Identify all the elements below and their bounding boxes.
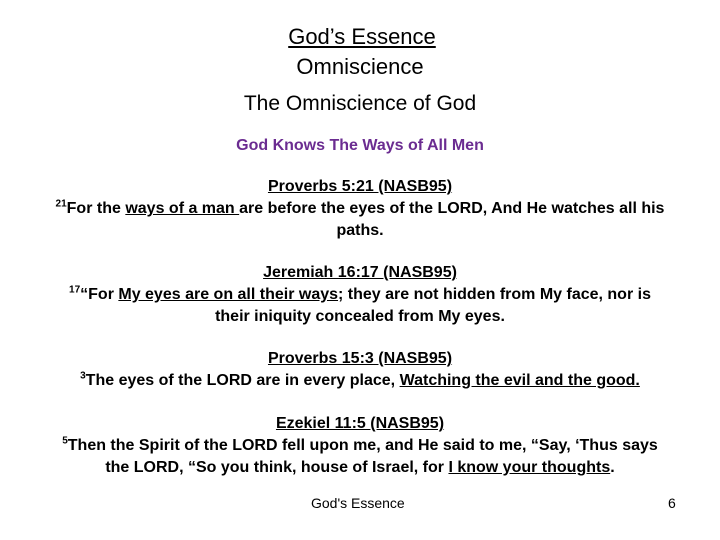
passage-reference: Proverbs 15:3 (NASB95) [267, 350, 453, 367]
page-number: 6 [668, 495, 676, 511]
footer-text: God's Essence [311, 495, 405, 511]
verse-number: 17 [69, 284, 81, 296]
passage-verse-line: paths. [336, 222, 384, 239]
slide-subtitle: Omniscience [296, 54, 424, 79]
passage-reference: Ezekiel 11:5 (NASB95) [275, 415, 445, 432]
passage-verse-line: $^{17}$“For My eyes are on all their ways; they are not hidden from My face, nor is [69, 284, 651, 303]
passage-verse-line: $^3$The eyes of the LORD are in every place, Watching the evil and the good. [80, 370, 640, 389]
verse-number: 21 [55, 198, 67, 210]
verse-number: 3 [80, 370, 86, 382]
slide-subheading: God Knows The Ways of All Men [236, 137, 484, 154]
passage-reference: Jeremiah 16:17 (NASB95) [263, 264, 457, 281]
passage-verse-line: $^{21}$For the ways of a man are before the eyes of the LORD, And He watches all his [55, 198, 665, 217]
passage-verse-line: $^5$Then the Spirit of the LORD fell upon me, and He said to me, “Say, ‘Thus says [62, 435, 658, 454]
verse-number: 5 [62, 435, 68, 447]
passage-reference: Proverbs 5:21 (NASB95) [267, 178, 453, 195]
slide-title: God’s Essence [288, 24, 436, 49]
slide-heading: The Omniscience of God [243, 92, 477, 115]
passage-verse-line: the LORD, “So you think, house of Israel, for I know your thoughts. [105, 459, 615, 476]
passage-verse-line: their iniquity concealed from My eyes. [215, 308, 505, 325]
